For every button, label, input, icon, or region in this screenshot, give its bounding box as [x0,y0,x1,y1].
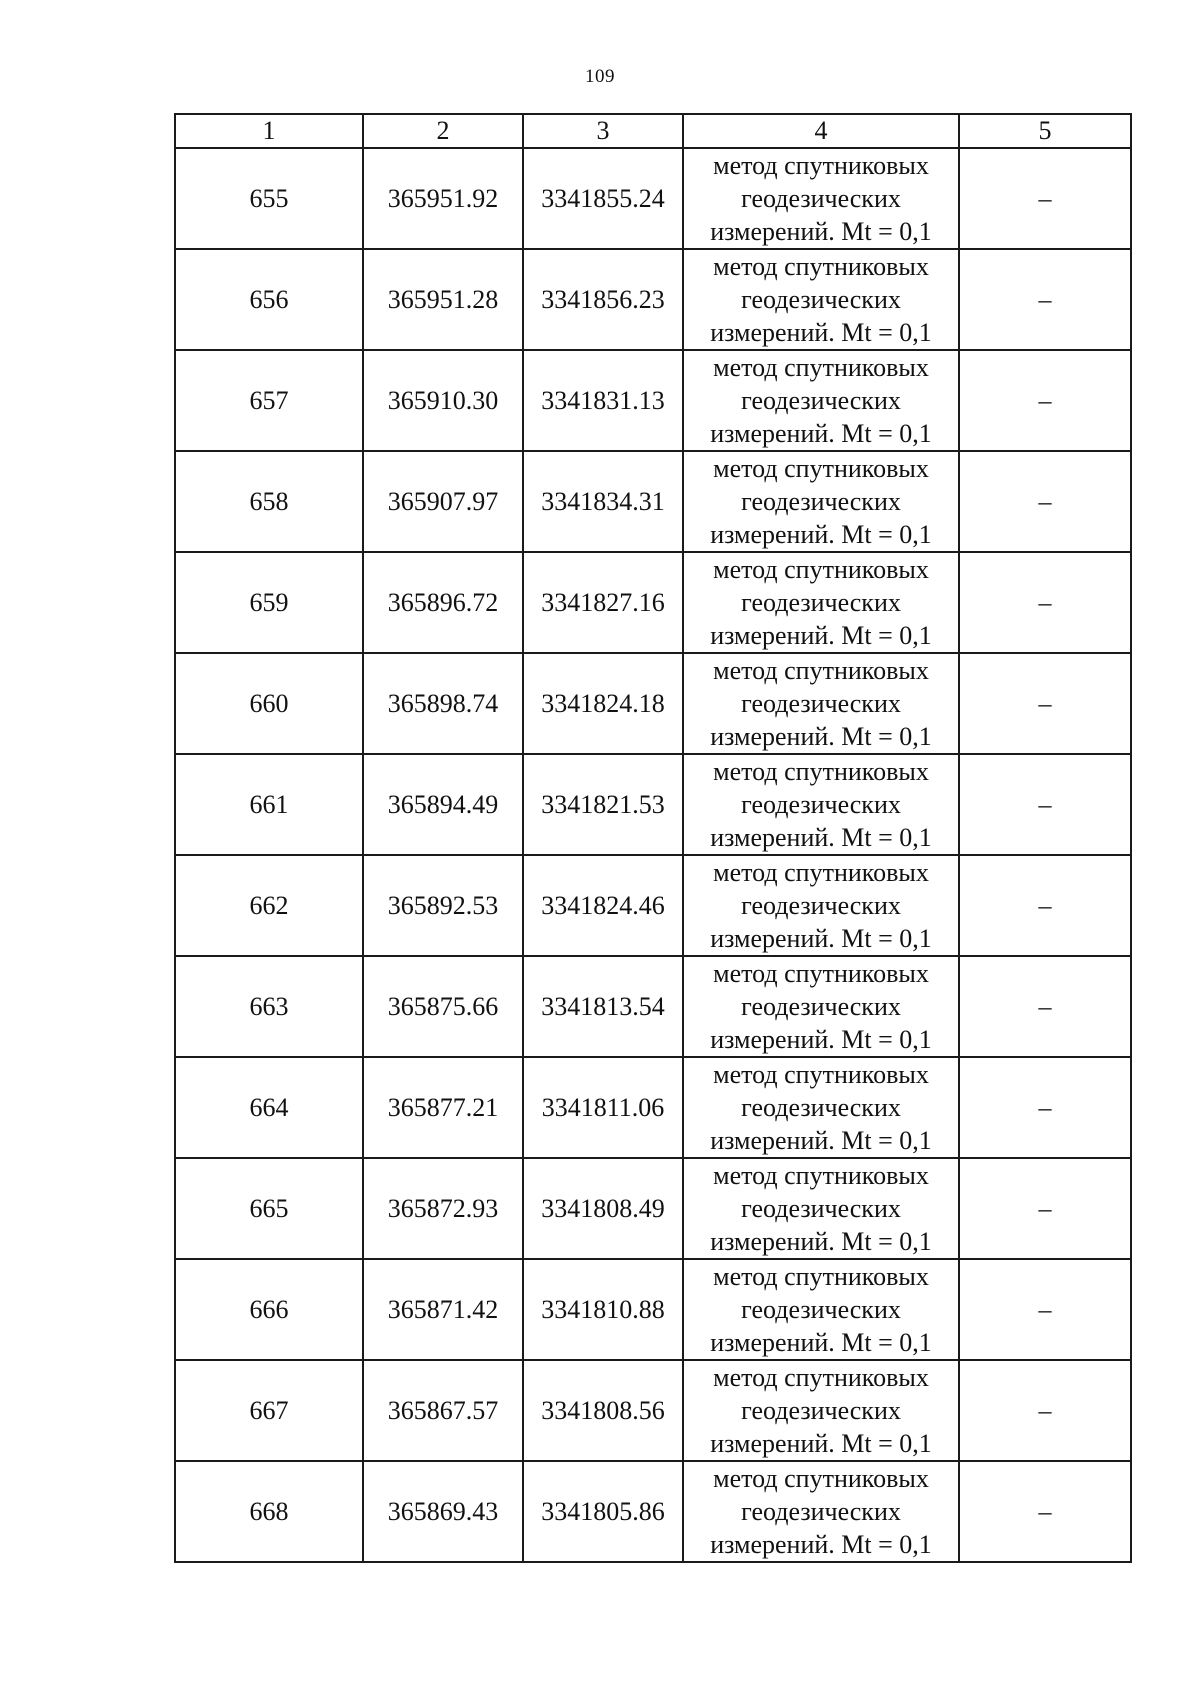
method-text-line: метод спутниковых [713,1363,929,1392]
method-text-line: метод спутниковых [713,353,929,382]
table-row [175,249,1131,350]
x-coordinate-cell: 365875.66 [363,956,523,1057]
header-cell-1: 1 [175,114,363,148]
note-cell: – [959,855,1131,956]
x-coordinate-cell: 365892.53 [363,855,523,956]
method-cell [683,350,959,451]
method-cell [683,249,959,350]
method-text-line: метод спутниковых [713,151,929,180]
method-text-line: измерений. Mt = 0,1 [710,1025,932,1054]
method-cell [683,855,959,956]
x-coordinate-cell: 365872.93 [363,1158,523,1259]
point-number-cell: 667 [175,1360,363,1461]
table-row [175,855,1131,956]
note-cell: – [959,653,1131,754]
method-cell [683,956,959,1057]
x-coordinate-cell: 365898.74 [363,653,523,754]
y-coordinate-cell: 3341811.06 [523,1057,683,1158]
method-text-line: геодезических [741,689,901,718]
method-text-line: измерений. Mt = 0,1 [710,1429,932,1458]
table-body [175,148,1131,1562]
y-coordinate-cell: 3341813.54 [523,956,683,1057]
method-text-line: измерений. Mt = 0,1 [710,520,932,549]
x-coordinate-cell: 365910.30 [363,350,523,451]
table-row [175,1360,1131,1461]
point-number-cell: 658 [175,451,363,552]
method-text-line: измерений. Mt = 0,1 [710,1530,932,1559]
table-row [175,451,1131,552]
table-row [175,552,1131,653]
y-coordinate-cell: 3341855.24 [523,148,683,249]
point-number-cell: 666 [175,1259,363,1360]
x-coordinate-cell: 365907.97 [363,451,523,552]
method-text-line: измерений. Mt = 0,1 [710,1126,932,1155]
method-text-line: геодезических [741,184,901,213]
method-cell [683,1057,959,1158]
method-text-line: измерений. Mt = 0,1 [710,1227,932,1256]
y-coordinate-cell: 3341821.53 [523,754,683,855]
x-coordinate-cell: 365871.42 [363,1259,523,1360]
table-row [175,148,1131,249]
method-text-line: метод спутниковых [713,656,929,685]
point-number-cell: 660 [175,653,363,754]
method-text-line: метод спутниковых [713,959,929,988]
method-cell [683,148,959,249]
method-text-line: геодезических [741,891,901,920]
y-coordinate-cell: 3341834.31 [523,451,683,552]
note-cell: – [959,148,1131,249]
method-text-line: геодезических [741,1497,901,1526]
header-cell-2: 2 [363,114,523,148]
point-number-cell: 656 [175,249,363,350]
method-text-line: геодезических [741,1194,901,1223]
x-coordinate-cell: 365867.57 [363,1360,523,1461]
x-coordinate-cell: 365951.92 [363,148,523,249]
note-cell: – [959,249,1131,350]
coordinates-table [174,113,1132,1563]
method-text-line: геодезических [741,285,901,314]
y-coordinate-cell: 3341808.49 [523,1158,683,1259]
x-coordinate-cell: 365894.49 [363,754,523,855]
method-cell [683,653,959,754]
point-number-cell: 659 [175,552,363,653]
note-cell: – [959,754,1131,855]
point-number-cell: 655 [175,148,363,249]
header-cell-4: 4 [683,114,959,148]
method-cell [683,1360,959,1461]
method-text-line: геодезических [741,1396,901,1425]
method-text-line: измерений. Mt = 0,1 [710,924,932,953]
method-text-line: геодезических [741,386,901,415]
x-coordinate-cell: 365869.43 [363,1461,523,1562]
note-cell: – [959,1057,1131,1158]
header-cell-3: 3 [523,114,683,148]
method-cell [683,1259,959,1360]
note-cell: – [959,350,1131,451]
table-row [175,1057,1131,1158]
note-cell: – [959,1360,1131,1461]
method-text-line: измерений. Mt = 0,1 [710,823,932,852]
method-text-line: измерений. Mt = 0,1 [710,318,932,347]
note-cell: – [959,451,1131,552]
method-text-line: геодезических [741,588,901,617]
point-number-cell: 662 [175,855,363,956]
table-row [175,350,1131,451]
point-number-cell: 665 [175,1158,363,1259]
method-text-line: измерений. Mt = 0,1 [710,217,932,246]
point-number-cell: 668 [175,1461,363,1562]
table-row [175,653,1131,754]
method-text-line: измерений. Mt = 0,1 [710,419,932,448]
note-cell: – [959,1461,1131,1562]
method-text-line: геодезических [741,1093,901,1122]
method-cell [683,451,959,552]
y-coordinate-cell: 3341827.16 [523,552,683,653]
y-coordinate-cell: 3341856.23 [523,249,683,350]
method-text-line: метод спутниковых [713,1262,929,1291]
method-text-line: геодезических [741,790,901,819]
x-coordinate-cell: 365951.28 [363,249,523,350]
table-header [175,114,1131,148]
table-row [175,1461,1131,1562]
y-coordinate-cell: 3341810.88 [523,1259,683,1360]
y-coordinate-cell: 3341808.56 [523,1360,683,1461]
method-cell [683,754,959,855]
table-row [175,1259,1131,1360]
method-text-line: метод спутниковых [713,1060,929,1089]
method-cell [683,1158,959,1259]
note-cell: – [959,1259,1131,1360]
method-cell [683,1461,959,1562]
note-cell: – [959,552,1131,653]
x-coordinate-cell: 365896.72 [363,552,523,653]
method-text-line: метод спутниковых [713,454,929,483]
table-row [175,754,1131,855]
header-cell-5: 5 [959,114,1131,148]
page-number: 109 [585,66,615,87]
header-row [175,114,1131,148]
y-coordinate-cell: 3341824.18 [523,653,683,754]
method-text-line: метод спутниковых [713,1464,929,1493]
table-row [175,956,1131,1057]
note-cell: – [959,1158,1131,1259]
point-number-cell: 661 [175,754,363,855]
x-coordinate-cell: 365877.21 [363,1057,523,1158]
method-cell [683,552,959,653]
method-text-line: метод спутниковых [713,1161,929,1190]
point-number-cell: 664 [175,1057,363,1158]
method-text-line: метод спутниковых [713,252,929,281]
method-text-line: геодезических [741,487,901,516]
method-text-line: метод спутниковых [713,757,929,786]
method-text-line: геодезических [741,992,901,1021]
method-text-line: метод спутниковых [713,858,929,887]
y-coordinate-cell: 3341831.13 [523,350,683,451]
y-coordinate-cell: 3341805.86 [523,1461,683,1562]
method-text-line: измерений. Mt = 0,1 [710,1328,932,1357]
note-cell: – [959,956,1131,1057]
y-coordinate-cell: 3341824.46 [523,855,683,956]
method-text-line: измерений. Mt = 0,1 [710,621,932,650]
point-number-cell: 657 [175,350,363,451]
method-text-line: метод спутниковых [713,555,929,584]
method-text-line: измерений. Mt = 0,1 [710,722,932,751]
method-text-line: геодезических [741,1295,901,1324]
point-number-cell: 663 [175,956,363,1057]
table-row [175,1158,1131,1259]
